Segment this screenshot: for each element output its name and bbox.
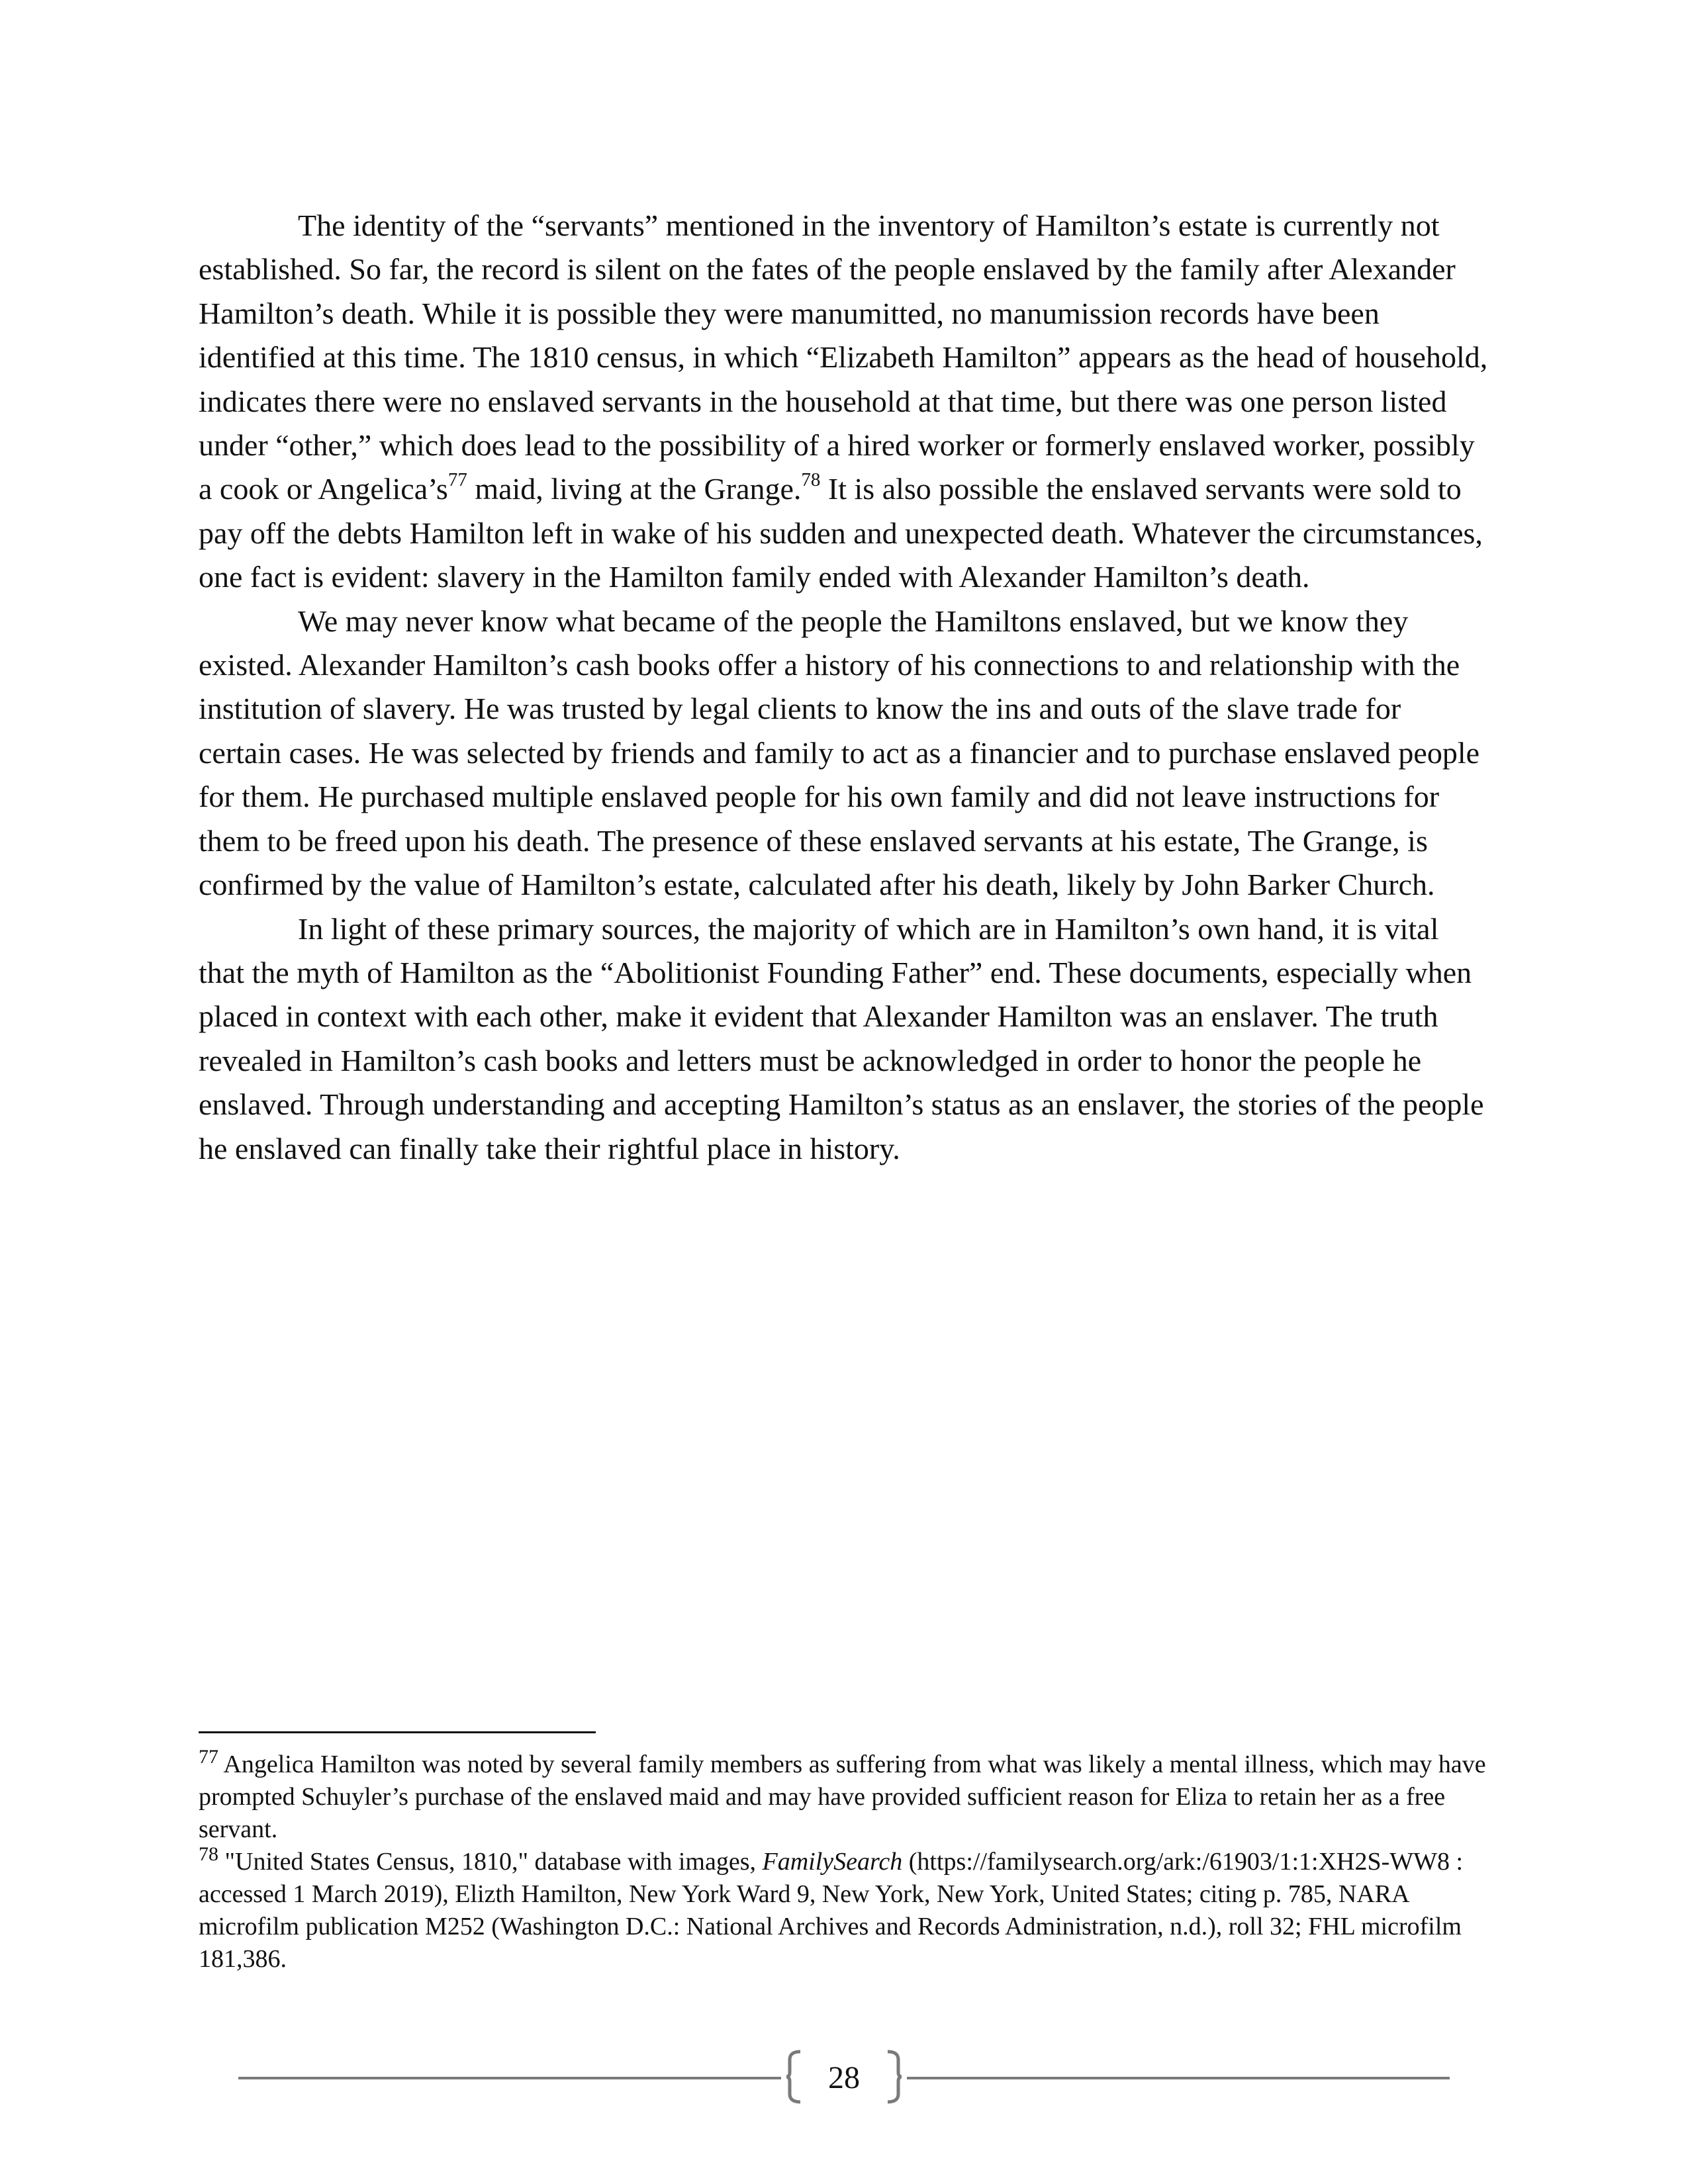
footnote-text-77: Angelica Hamilton was noted by several family members as suffering from what was likely a mental illness, which may have prompted Schuyler’s purchase of the enslaved maid and may have provided sufficient reason for Eliza to retain her as a free servant.: [199, 1751, 1486, 1843]
footnote-text-78-before: "United States Census, 1810," database with images,: [218, 1848, 763, 1876]
footnote-separator: [199, 1731, 596, 1733]
paragraph-1-part-1: The identity of the “servants” mentioned in the inventory of Hamilton’s estate is currently not established. So far, the record is silent on the fates of the people enslaved by the family after Alexander Hamilton’s death. While it is possible they were manumitted, no manumission records have been identified at this time. The 1810 census, in which “Elizabeth Hamilton” appears as the head of household, indicates there were no enslaved servants in the household at that time, but there was one person listed under “other,” which does lead to the possibility of a hired worker or formerly enslaved worker, possibly a cook or Angelica’s: [199, 208, 1488, 506]
body-text: [199, 204, 1489, 1171]
footnotes: [199, 1746, 1489, 1976]
footnote-ref-78[interactable]: 78: [801, 469, 821, 491]
page-number: 28: [828, 2060, 860, 2095]
paragraph-1-part-2: maid, living at the Grange.: [467, 472, 802, 506]
footnote-number-77: 77: [199, 1746, 218, 1768]
footnote-number-78: 78: [199, 1843, 218, 1865]
paragraph-1-part-3: It is also possible the enslaved servants were sold to pay off the debts Hamilton left in wake of his sudden and unexpected death. Whatever the circumstances, one fact is evident: slavery in the Hamilton family ended with Alexander Hamilton’s death.: [199, 472, 1483, 594]
paragraph-1: [199, 204, 1489, 600]
footnote-78-source-title: FamilySearch: [762, 1848, 903, 1876]
footnote-78: [199, 1843, 1489, 1976]
footnote-77: [199, 1746, 1489, 1846]
paragraph-3: In light of these primary sources, the majority of which are in Hamilton’s own hand, it is vital that the myth of Hamilton as the “Abolitionist Founding Father” end. These documents, especially when placed in context with each other, make it evident that Alexander Hamilton was an enslaver. The truth revealed in Hamilton’s cash books and letters must be acknowledged in order to honor the people he enslaved. Through understanding and accepting Hamilton’s status as an enslaver, the stories of the people he enslaved can finally take their rightful place in history.: [199, 911, 1484, 1165]
footer-rule-left: [238, 2077, 781, 2079]
footnote-text-78-after: (https://familysearch.org/ark:/61903/1:1:XH2S-WW8 : accessed 1 March 2019), Elizth Hamilton, New York Ward 9, New York, New York, United States; citing p. 785, NARA microfilm publication M252 (Washington D.C.: National Archives and Records Administration, n.d.), roll 32; FHL microfilm 181,386.: [199, 1848, 1464, 1973]
right-brace-icon: [884, 2050, 904, 2104]
left-brace-icon: [784, 2050, 804, 2104]
footer-rule-right: [907, 2077, 1450, 2079]
page-footer: [238, 2048, 1450, 2108]
paragraph-2: We may never know what became of the people the Hamiltons enslaved, but we know they existed. Alexander Hamilton’s cash books offer a history of his connections to and relationship with the institution of slavery. He was trusted by legal clients to know the ins and outs of the slave trade for certain cases. He was selected by friends and family to act as a financier and to purchase enslaved people for them. He purchased multiple enslaved people for his own family and did not leave instructions for them to be freed upon his death. The presence of these enslaved servants at his estate, The Grange, is confirmed by the value of Hamilton’s estate, calculated after his death, likely by John Barker Church.: [199, 604, 1480, 902]
footnote-ref-77[interactable]: 77: [447, 469, 467, 491]
